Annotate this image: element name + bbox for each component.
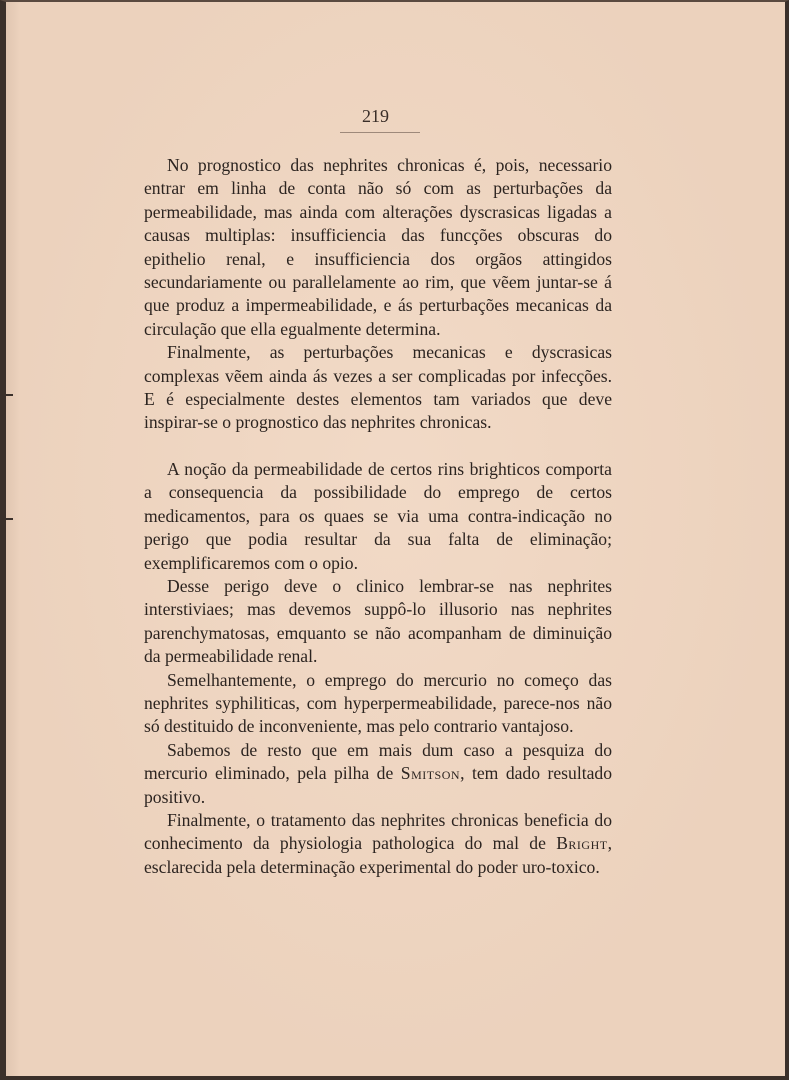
paragraph-danger: Desse perigo deve o clinico lembrar-se nas nephrites interstiviaes; mas devemos suppô-lo illusorio nas nephrites parenchymatosas, emquanto se não acompanham de diminuição da permeabilidade renal.	[144, 575, 612, 667]
header-rule	[340, 132, 420, 133]
bright-name: Bright	[556, 833, 608, 854]
paragraph-smitson	[144, 739, 612, 809]
section-gap	[144, 435, 612, 458]
smitson-text-before: Sabemos de resto que em mais dum caso a pesquiza do mercurio eliminado, pela pilha de	[144, 739, 612, 784]
binding-mark	[6, 518, 13, 520]
bright-text-after: , esclarecida pela determinação experimental do poder uro-toxico.	[144, 833, 612, 877]
page-number: 219	[362, 106, 389, 126]
page-body	[144, 154, 612, 879]
bright-text-before: Finalmente, o tratamento das nephrites chronicas beneficia do conhecimento da physiologia pathologica do mal de	[144, 809, 612, 854]
paragraph-complications: Finalmente, as perturbações mecanicas e dyscrasicas complexas vẽem ainda ás vezes a ser complicadas por infecções. E é especialmente destes elementos tam variados que deve inspirar-se o prognostico das nephrites chronicas.	[144, 342, 612, 433]
paragraph-mercury: Semelhantemente, o emprego do mercurio no começo das nephrites syphiliticas, com hyperpermeabilidade, parece-nos não só destituido de inconveniente, mas pelo contrario vantajoso.	[144, 669, 612, 737]
smitson-name: Smitson	[400, 763, 461, 784]
paragraph-prognosis: No prognostico das nephrites chronicas é, pois, necessario entrar em linha de conta não só com as perturbações da permeabilidade, mas ainda com alterações dyscrasicas ligadas a causas multiplas: insufficiencia das funcções obscuras do epithelio renal, e insufficiencia dos orgãos attingidos secundariamente ou parallelamente ao rim, que vẽem juntar-se á que produz a impermeabilidade, e ás perturbações mecanicas da circulação que ella egualmente determina.	[144, 155, 612, 339]
paragraph-permeability: A noção da permeabilidade de certos rins brighticos comporta a consequencia da possibilidade do emprego de certos medicamentos, para os quaes se via uma contra-indicação no perigo que podia resultar da sua falta de eliminação; exemplificaremos com o opio.	[144, 458, 612, 573]
paragraph-treatment	[144, 809, 612, 879]
smitson-text-after: , tem dado resultado positivo.	[144, 763, 613, 807]
binding-mark	[6, 394, 13, 396]
